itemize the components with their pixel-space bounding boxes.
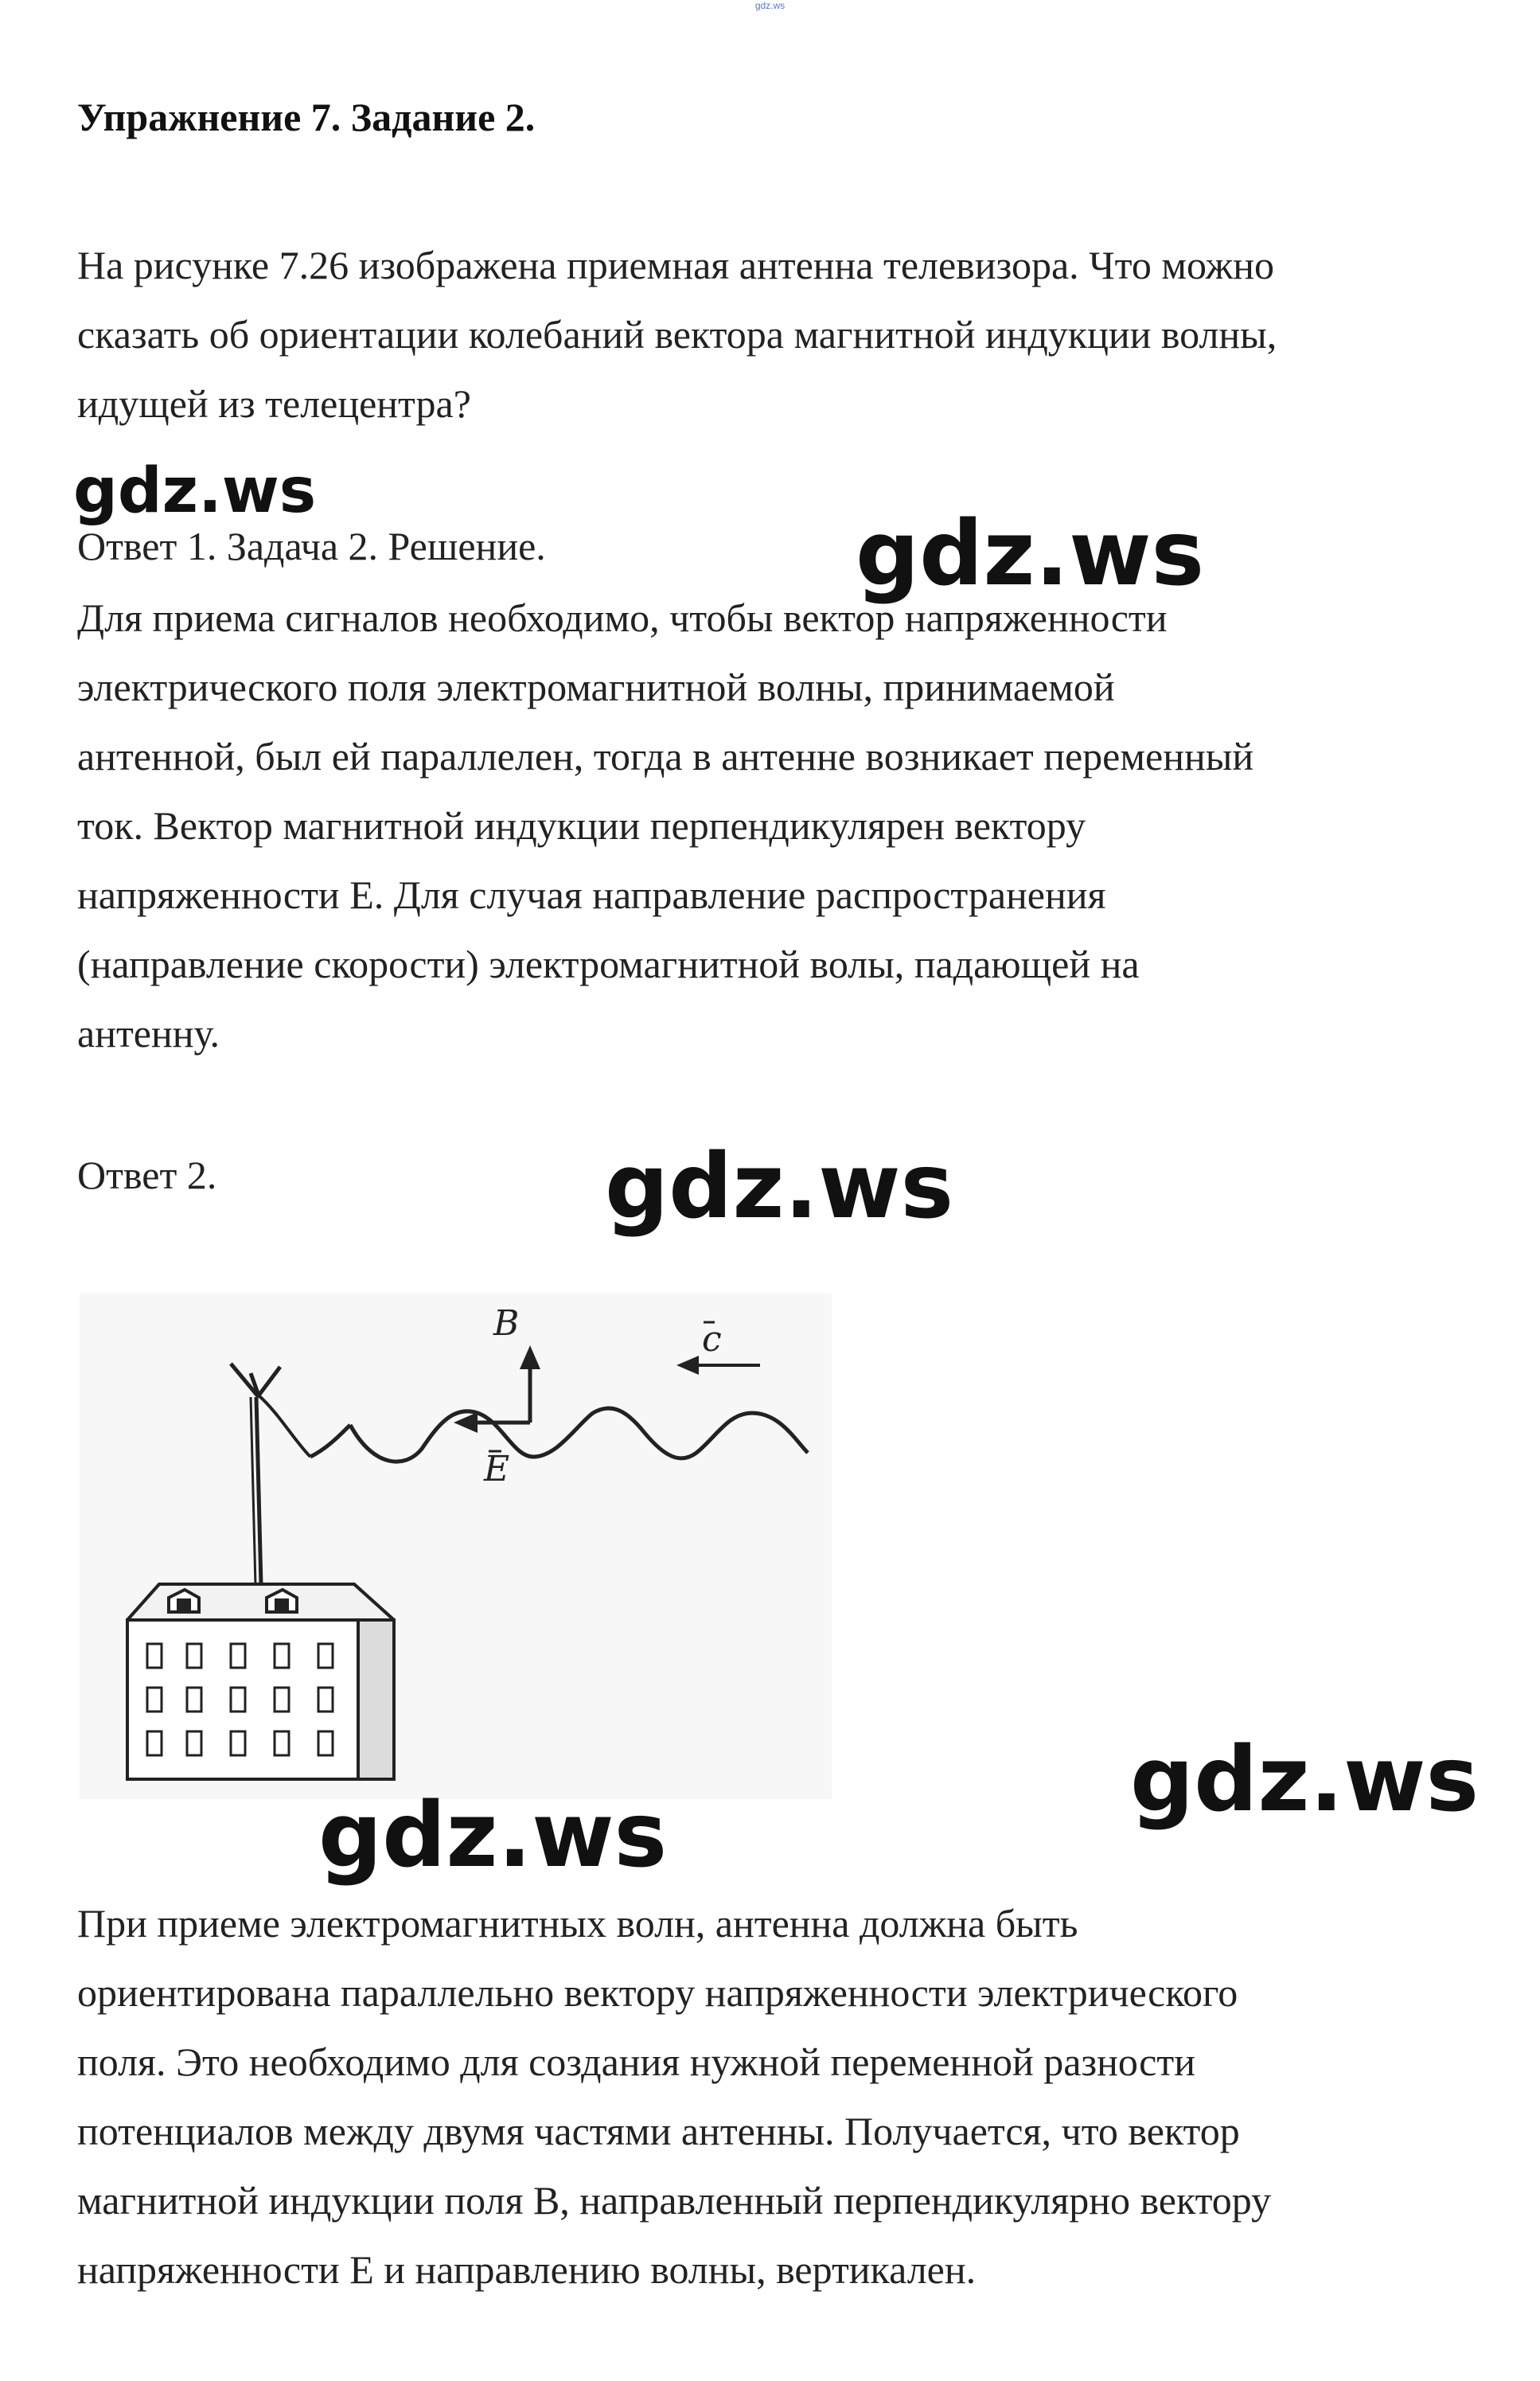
answer1-text [77,584,1494,1068]
watermark: gdz.ws [856,502,1205,606]
antenna-figure [80,1294,832,1799]
answer2-label: Ответ 2. [77,1153,217,1197]
answer1-line: Для приема сигналов необходимо, чтобы вектор напряженности [77,595,1168,640]
exercise-heading: Упражнение 7. Задание 2. [77,95,536,139]
answer1-line: (направление скорости) электромагнитной волы, падающей на [77,942,1140,986]
answer1-line: напряженности Е. Для случая направление распространения [77,872,1106,917]
answer1-label: Ответ 1. Задача 2. Решение. [77,524,546,568]
label-e: E [484,1449,510,1489]
answer2-line: При приеме электромагнитных волн, антенна должна быть [77,1901,1078,1946]
answer2-line: потенциалов между двумя частями антенны. Получается, что вектор [77,2109,1240,2153]
answer1-line: антенной, был ей параллелен, тогда в антенне возникает переменный [77,734,1254,779]
answer2-text [77,1889,1494,2305]
label-b: B [493,1303,520,1344]
answer2-line: поля. Это необходимо для создания нужной переменной разности [77,2039,1195,2084]
answer2-line: ориентирована параллельно вектору напряженности электрического [77,1970,1238,2015]
answer1-line: электрического поля электромагнитной волны, принимаемой [77,665,1115,709]
question-line: сказать об ориентации колебаний вектора магнитной индукции волны, [77,312,1277,357]
label-c: c [702,1319,722,1360]
question-line: идущей из телецентра? [77,381,471,426]
watermark: gdz.ws [1130,1728,1480,1832]
watermark: gdz.ws [605,1135,954,1239]
question-text [77,231,1494,439]
answer1-line: антенну. [77,1011,220,1056]
answer1-line: ток. Вектор магнитной индукции перпендикулярен вектору [77,803,1086,848]
antenna-diagram [80,1294,832,1799]
answer2-line: магнитной индукции поля В, направленный перпендикулярно вектору [77,2178,1272,2223]
top-watermark: gdz.ws [754,0,786,11]
question-line: На рисунке 7.26 изображена приемная антенна телевизора. Что можно [77,243,1275,287]
answer2-line: напряженности Е и направлению волны, вертикален. [77,2247,977,2292]
house [127,1584,394,1779]
watermark: gdz.ws [73,455,317,527]
watermark: gdz.ws [318,1784,668,1887]
